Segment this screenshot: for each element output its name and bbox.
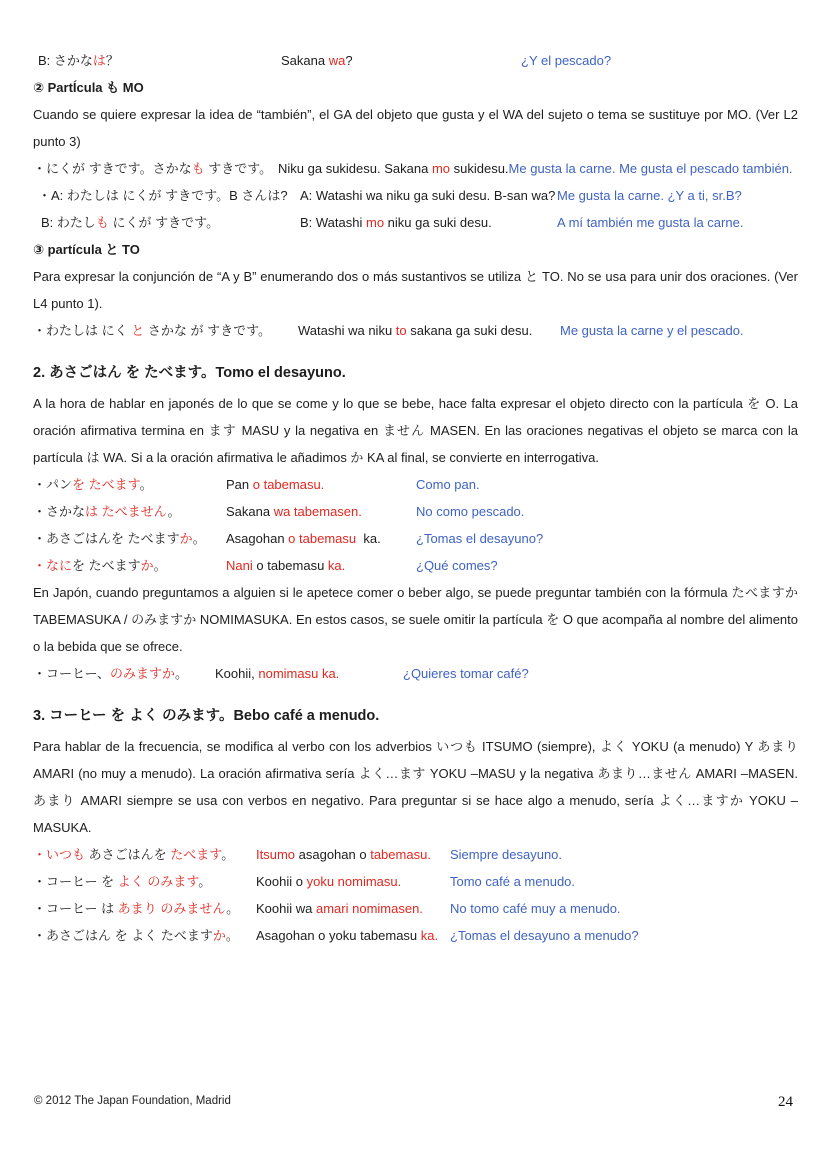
example-row xyxy=(33,841,798,868)
text-run: Koohii wa xyxy=(256,901,316,916)
particle-highlight-text: o tabemasu. xyxy=(252,477,325,492)
text-run: Para hablar de la frecuencia, se modifica al verbo con los adverbios いつも ITSUMO (siempre), よく YOKU (a menudo) Y あまり AMARI (no muy a menudo). La oración afirmativa sería よく…ます YOKU –MASU y la negativa あまり…ません AMARI –MASEN. あまり AMARI siempre se usa con verbos en negativo. Para preguntar si se hace algo a menudo, sería よく…ますか YOKU –MASUKA. xyxy=(33,739,798,835)
particle-highlight-text: か xyxy=(212,928,226,943)
text-run: ? xyxy=(345,53,353,68)
romaji-column xyxy=(281,47,521,74)
paragraph xyxy=(33,101,798,155)
romaji-column xyxy=(256,895,450,922)
particle-highlight-text: nomimasu ka. xyxy=(258,666,340,681)
particle-highlight-text: か xyxy=(140,558,154,573)
spanish-translation-text: ¿Y el pescado? xyxy=(521,53,612,68)
particle-highlight-text: tabemasu. xyxy=(370,847,431,862)
example-row xyxy=(33,922,798,949)
text-run: ・にくが すきです。さかな xyxy=(33,161,192,176)
japanese-column xyxy=(38,182,300,209)
particle-highlight-text: たべます xyxy=(170,847,222,862)
particle-highlight-text: を xyxy=(72,477,86,492)
particle-highlight-text: は xyxy=(85,504,99,519)
particle-highlight-text: たべます xyxy=(88,477,140,492)
text-run: を たべます xyxy=(72,558,141,573)
japanese-column xyxy=(38,47,281,74)
example-row xyxy=(33,868,798,895)
text-run: A: Watashi wa niku ga suki desu. B-san wa? xyxy=(300,188,556,203)
particle-highlight-text: to xyxy=(395,323,407,338)
particle-highlight-text: のみますか xyxy=(109,666,175,681)
example-row xyxy=(33,182,798,209)
section-heading xyxy=(33,359,798,387)
text-run: ？ xyxy=(105,53,119,68)
page-number: 24 xyxy=(778,1094,793,1110)
example-row xyxy=(33,47,798,74)
text-run: ・わたしは にく xyxy=(33,323,132,338)
particle-highlight-text: ・なに xyxy=(33,558,73,573)
text-run: Asagohan xyxy=(226,531,289,546)
text-run: ② PartÍcula も MO xyxy=(33,80,144,95)
particle-highlight-text: o tabemasu xyxy=(288,531,357,546)
particle-highlight-text: wa tabemasen. xyxy=(273,504,362,519)
japanese-column xyxy=(33,471,226,498)
example-row xyxy=(33,155,798,182)
spanish-translation-text: No como pescado. xyxy=(416,504,525,519)
text-run: Koohii o xyxy=(256,874,307,889)
example-row xyxy=(33,209,798,236)
text-run: 。 xyxy=(153,558,167,573)
text-run: niku ga suki desu. xyxy=(384,215,492,230)
particle-highlight-text: も xyxy=(95,215,109,230)
particle-highlight-text: も xyxy=(191,161,205,176)
romaji-column xyxy=(226,525,416,552)
romaji-column xyxy=(300,182,557,209)
spanish-column xyxy=(450,922,798,949)
text-run: ・さかな xyxy=(33,504,86,519)
document-body xyxy=(33,47,798,949)
text-run: 。 xyxy=(226,901,240,916)
particle-highlight-text: よく のみます xyxy=(117,874,199,889)
japanese-column xyxy=(33,552,226,579)
romaji-column xyxy=(256,868,450,895)
example-row xyxy=(33,552,798,579)
example-row xyxy=(33,498,798,525)
particle-highlight-text: ka. xyxy=(420,928,439,943)
text-run: ・コーヒー は xyxy=(33,901,118,916)
text-run: 。 xyxy=(192,531,206,546)
particle-highlight-text: amari nomimasen. xyxy=(315,901,423,916)
japanese-column xyxy=(33,922,256,949)
japanese-column xyxy=(33,317,298,344)
text-run: 。 xyxy=(139,477,153,492)
spanish-column xyxy=(450,895,798,922)
spanish-translation-text: Me gusta la carne y el pescado. xyxy=(560,323,744,338)
spanish-translation-text: Como pan. xyxy=(416,477,480,492)
paragraph xyxy=(33,390,798,471)
japanese-column xyxy=(33,155,278,182)
spanish-translation-text: A mí también me gusta la carne. xyxy=(557,215,744,230)
romaji-column xyxy=(256,841,450,868)
text-run: sukidesu. xyxy=(450,161,509,176)
text-run: Pan xyxy=(226,477,253,492)
copyright-notice: © 2012 The Japan Foundation, Madrid xyxy=(34,1095,231,1107)
text-run: 。 xyxy=(174,666,188,681)
romaji-column xyxy=(300,209,557,236)
japanese-column xyxy=(33,895,256,922)
text-run: さかな が すきです。 xyxy=(144,323,272,338)
particle-highlight-text: Nani xyxy=(226,558,253,573)
spanish-column xyxy=(450,868,798,895)
text-run: B: Watashi xyxy=(300,215,366,230)
text-run: Asagohan o yoku tabemasu xyxy=(256,928,421,943)
text-run: ・A: わたしは にくが すきです。B さんは? xyxy=(38,188,288,203)
text-run: Sakana xyxy=(281,53,329,68)
romaji-column xyxy=(226,471,416,498)
spanish-translation-text: Tomo café a menudo. xyxy=(450,874,576,889)
spanish-translation-text: Siempre desayuno. xyxy=(450,847,563,862)
text-run: すきです。 xyxy=(204,161,273,176)
text-run: ・コーヒー、 xyxy=(33,666,110,681)
spanish-translation-text: Me gusta la carne. ¿Y a ti, sr.B? xyxy=(557,188,742,203)
romaji-column xyxy=(226,552,416,579)
paragraph xyxy=(33,733,798,841)
example-row xyxy=(33,471,798,498)
spanish-column xyxy=(450,841,798,868)
text-run: B: わたし xyxy=(41,215,96,230)
spanish-column xyxy=(509,155,798,182)
text-run: Niku ga sukidesu. Sakana xyxy=(278,161,432,176)
text-run: 。 xyxy=(221,847,235,862)
spanish-column xyxy=(557,182,798,209)
particle-highlight-text: か xyxy=(179,531,193,546)
japanese-column xyxy=(33,660,215,687)
spanish-column xyxy=(521,47,798,74)
section-heading xyxy=(33,702,798,730)
text-run: 3. コーヒー を よく のみます。Bebo café a menudo. xyxy=(33,708,380,724)
particle-highlight-text: は xyxy=(92,53,106,68)
particle-highlight-text: ka. xyxy=(327,558,346,573)
text-run: Watashi wa niku xyxy=(298,323,396,338)
text-run: B: さかな xyxy=(38,53,93,68)
spanish-translation-text: ¿Qué comes? xyxy=(416,558,498,573)
romaji-column xyxy=(256,922,450,949)
particle-highlight-text: mo xyxy=(431,161,450,176)
example-row xyxy=(33,895,798,922)
spanish-column xyxy=(416,498,798,525)
text-run: En Japón, cuando preguntamos a alguien si le apetece comer o beber algo, se puede preguntar también con la fórmula たべますか TABEMASUKA / のみますか NOMIMASUKA. En estos casos, se suele omitir la partícula を O que acompaña al nombre del alimento o la bebida que se ofrece. xyxy=(33,585,798,654)
paragraph xyxy=(33,579,798,660)
spanish-column xyxy=(560,317,798,344)
spanish-translation-text: ¿Tomas el desayuno? xyxy=(416,531,544,546)
text-run: 。 xyxy=(198,874,212,889)
text-run: A la hora de hablar en japonés de lo que se come y lo que se bebe, hace falta expresar el objeto directo con la partícula を O. La oración afirmativa termina en ます MASU y la negativa en ません MASEN. En las oraciones negativas el objeto se marca con la partícula は WA. Si a la oración afirmativa le añadimos か KA al final, se convierte en interrogativa. xyxy=(33,396,798,465)
spanish-column xyxy=(416,525,798,552)
spanish-translation-text: Me gusta la carne. Me gusta el pescado también. xyxy=(508,161,793,176)
text-run: Para expresar la conjunción de “A y B” enumerando dos o más sustantivos se utiliza と TO. No se usa para unir dos oraciones. (Ver L4 punto 1). xyxy=(33,269,798,311)
text-run: ③ partícula と TO xyxy=(33,242,140,257)
example-row xyxy=(33,525,798,552)
spanish-column xyxy=(416,552,798,579)
japanese-column xyxy=(33,525,226,552)
text-run: あさごはんを xyxy=(85,847,171,862)
spanish-column xyxy=(557,209,798,236)
text-run: sakana ga suki desu. xyxy=(406,323,533,338)
romaji-column xyxy=(298,317,560,344)
japanese-column xyxy=(33,868,256,895)
example-row xyxy=(33,660,798,687)
example-row xyxy=(33,317,798,344)
text-run: ・パン xyxy=(33,477,73,492)
spanish-translation-text: ¿Quieres tomar café? xyxy=(403,666,529,681)
text-run: ・コーヒー を xyxy=(33,874,118,889)
japanese-column xyxy=(41,209,300,236)
text-run: ka. xyxy=(356,531,381,546)
text-run: ・あさごはんを たべます xyxy=(33,531,180,546)
text-run: Koohii, xyxy=(215,666,259,681)
spanish-column xyxy=(403,660,798,687)
particle-highlight-text: と xyxy=(131,323,145,338)
text-run: にくが すきです。 xyxy=(108,215,220,230)
romaji-column xyxy=(226,498,416,525)
paragraph xyxy=(33,263,798,317)
particle-highlight-text: wa xyxy=(328,53,346,68)
text-run: Sakana xyxy=(226,504,274,519)
text-run: 2. あさごはん を たべます。Tomo el desayuno. xyxy=(33,365,346,381)
romaji-column xyxy=(215,660,403,687)
particle-highlight-text: Itsumo xyxy=(256,847,296,862)
spanish-translation-text: ¿Tomas el desayuno a menudo? xyxy=(450,928,639,943)
particle-highlight-text: yoku nomimasu. xyxy=(306,874,402,889)
particle-highlight-text: たべません xyxy=(101,504,168,519)
text-run: Cuando se quiere expresar la idea de “también”, el GA del objeto que gusta y el WA del sujeto o tema se sustituye por MO. (Ver L2 punto 3) xyxy=(33,107,798,149)
text-run: 。 xyxy=(225,928,239,943)
particle-highlight-text: mo xyxy=(365,215,385,230)
spanish-translation-text: No tomo café muy a menudo. xyxy=(450,901,621,916)
japanese-column xyxy=(33,841,256,868)
romaji-column xyxy=(278,155,509,182)
text-run: o tabemasu xyxy=(252,558,328,573)
text-run: 。 xyxy=(167,504,181,519)
text-run: asagohan o xyxy=(295,847,371,862)
particle-highlight-text: ・いつも xyxy=(33,847,86,862)
particle-highlight-text: あまり のみません xyxy=(117,901,227,916)
japanese-column xyxy=(33,498,226,525)
text-run: ・あさごはん を よく たべます xyxy=(33,928,213,943)
spanish-column xyxy=(416,471,798,498)
subsection-heading xyxy=(33,236,798,263)
subsection-heading xyxy=(33,74,798,101)
